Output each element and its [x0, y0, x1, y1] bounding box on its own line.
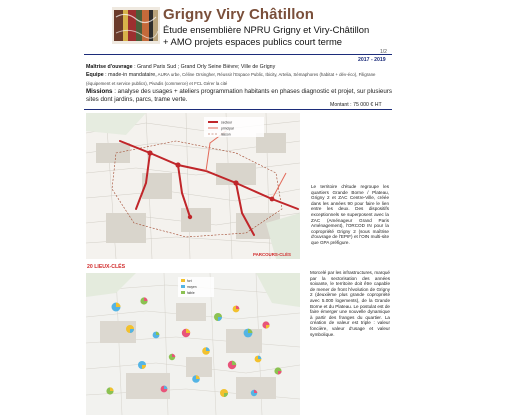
moa-row	[86, 64, 392, 71]
map-lieux-cles	[86, 273, 300, 415]
project-meta	[86, 64, 392, 104]
moa-label: Maîtrise d'ouvrage	[86, 64, 133, 70]
team-value: : made-in mandataire,	[103, 72, 157, 79]
project-amount: Montant : 75 000 € HT	[330, 102, 382, 108]
map1-legend-2: principal	[221, 126, 234, 131]
map2-legend-3: faible	[187, 291, 195, 295]
description-text-2: Morcelé par les infrastructures, marqué par la sectorisation des années soixante, le territoire doit être capable de mener de front l'évolution de Grigny 2 (deuxième plus grande copropriété avec 5.000 logements), de la Grande Borne et du Plateau. Le postulat est de faire émerger une nouvelle dynamique à partir des franges du quartier. La création de valeur est triple : valeur foncière, valeur d'usage et valeur symbolique.	[310, 270, 390, 337]
middle-divider	[84, 109, 392, 110]
team-label: Equipe	[86, 72, 104, 79]
logo-image	[112, 7, 160, 44]
map2-legend-2: moyen	[187, 285, 197, 289]
page-title: Grigny Viry Châtillon	[163, 6, 315, 23]
map1-legend-3: liaison	[221, 132, 231, 137]
map2-legend-1: fort	[187, 279, 192, 283]
page-number: 1/2	[380, 49, 387, 55]
map1-legend-1: secteur	[221, 120, 233, 125]
top-divider	[84, 54, 392, 55]
map1-caption: PARCOURS-CLÉS	[253, 252, 291, 257]
map-parcours-cles	[86, 113, 300, 259]
map2-caption: 20 LIEUX-CLÉS	[87, 264, 126, 270]
project-years: 2017 - 2019	[358, 57, 386, 63]
missions-label: Missions	[86, 88, 113, 96]
team-row	[86, 71, 392, 88]
team-members: AURA urbe, Céline Orsingher, Réussir l'Espace Public, Ibicity, Artelia, Sémaphores (habitat + dév-éco), Filigrane (équipement et service publics), Pivadis (commerce) et FCL Gérer la cité	[86, 72, 376, 86]
description-text-1: Le territoire d'étude regroupe les quartiers Grande Borne / Plateau, Grigny 2 et ZAC Centre-Ville, créée dans les années 90 pour faire le lien entre les deux. Des dispositifs exceptionnels se superposent avec la ZAC (Aménageur Grand Paris Aménagement), l'ORCOD IN pour la copropriété Grigny 2 (sous maîtrise d'ouvrage de l'EPIF) et l'OIN multi-site que GPA préfigure.	[311, 184, 389, 245]
page-subtitle	[163, 24, 423, 48]
missions-value: : analyse des usages + ateliers programmation habitants en phases diagnostic et projet, sur plusieurs sites dont jardins, parcs, trame verte.	[86, 88, 392, 104]
subtitle-line-1: Étude ensemblière NPRU Grigny et Viry-Châtillon	[163, 24, 370, 35]
moa-value: : Grand Paris Sud ; Grand Orly Seine Bièvre; Ville de Grigny	[132, 64, 276, 70]
subtitle-line-2: + AMO projets espaces publics court terme	[163, 36, 342, 47]
